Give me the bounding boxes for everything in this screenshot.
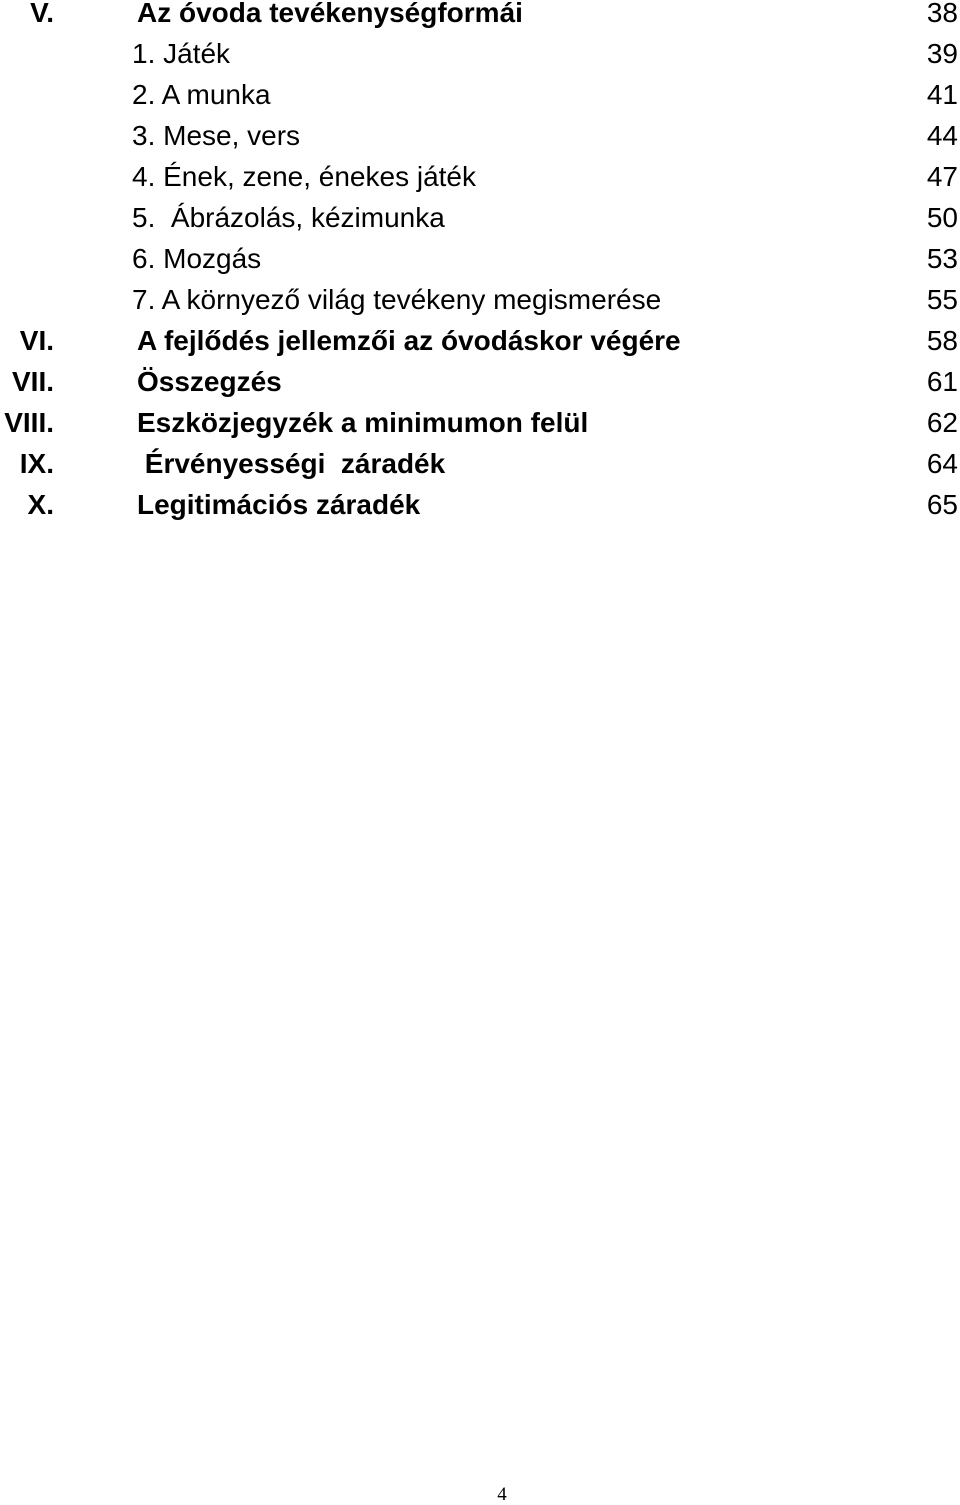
- toc-section-title: 3. Mese, vers: [132, 120, 301, 151]
- toc-chapter-title: Legitimációs záradék: [137, 489, 421, 520]
- toc-page-number: 61: [926, 366, 958, 397]
- toc-chapter-number: IX.: [19, 448, 54, 479]
- toc-page-number: 41: [926, 79, 958, 110]
- toc-section-title: 5. Ábrázolás, kézimunka: [132, 202, 445, 233]
- toc-page-number: 65: [926, 489, 958, 520]
- page-number-footer: 4: [497, 1484, 507, 1505]
- toc-chapter-number: VII.: [11, 366, 54, 397]
- toc-chapter-title: Eszközjegyzék a minimumon felül: [137, 407, 589, 438]
- toc-chapter-title: Az óvoda tevékenységformái: [137, 0, 523, 28]
- toc-section-row: [0, 163, 960, 204]
- toc-section-title: 4. Ének, zene, énekes játék: [132, 161, 476, 192]
- toc-chapter-number: V.: [30, 0, 54, 28]
- toc-chapter-title: A fejlődés jellemzői az óvodáskor végére: [137, 325, 681, 356]
- toc-page-number: 38: [926, 0, 958, 28]
- toc-chapter-row: [0, 368, 960, 409]
- toc-section-row: [0, 122, 960, 163]
- toc-chapter-title: Összegzés: [137, 366, 282, 397]
- toc-section-title: 2. A munka: [132, 79, 271, 110]
- toc-chapter-row: [0, 327, 960, 368]
- toc-section-title: 6. Mozgás: [132, 243, 262, 274]
- toc-page-number: 53: [926, 243, 958, 274]
- toc-page-number: 44: [926, 120, 958, 151]
- toc-page-number: 50: [926, 202, 958, 233]
- toc-chapter-title: Érvényességi záradék: [137, 448, 446, 479]
- toc-section-row: [0, 81, 960, 122]
- toc-chapter-row: [0, 0, 960, 40]
- toc-chapter-row: [0, 491, 960, 532]
- toc-section-row: [0, 40, 960, 81]
- toc-page-number: 47: [926, 161, 958, 192]
- toc-section-row: [0, 245, 960, 286]
- toc-page-number: 39: [926, 38, 958, 69]
- table-of-contents: [0, 0, 960, 533]
- toc-page-number: 58: [926, 325, 958, 356]
- toc-page-number: 55: [926, 284, 958, 315]
- toc-section-row: [0, 204, 960, 245]
- toc-page-number: 62: [926, 407, 958, 438]
- toc-chapter-row: [0, 450, 960, 491]
- toc-page-number: 64: [926, 448, 958, 479]
- toc-section-title: 1. Játék: [132, 38, 231, 69]
- toc-chapter-number: VIII.: [4, 407, 54, 438]
- toc-chapter-number: VI.: [19, 325, 54, 356]
- toc-chapter-row: [0, 409, 960, 450]
- toc-section-row: [0, 286, 960, 327]
- toc-section-title: 7. A környező világ tevékeny megismerése: [132, 284, 662, 315]
- toc-chapter-number: X.: [27, 489, 54, 520]
